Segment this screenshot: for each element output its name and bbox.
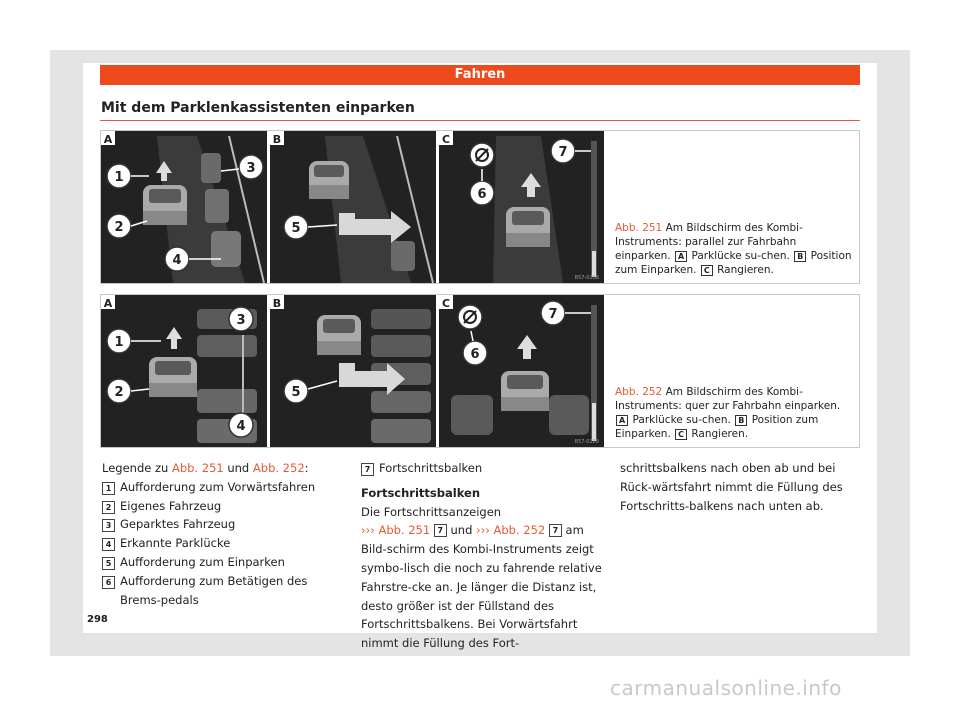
legend-text: Aufforderung zum Einparken bbox=[120, 554, 285, 569]
title-divider bbox=[100, 120, 860, 121]
caption-ref: Abb. 251 bbox=[615, 222, 663, 234]
ref-number: 7 bbox=[549, 524, 562, 537]
legend-number: 7 bbox=[361, 463, 374, 476]
svg-text:1: 1 bbox=[114, 335, 124, 350]
caption-text: Am Bildschirm des Kombi-Instruments: parallel zur Fahrbahn einparken. bbox=[615, 222, 803, 262]
svg-text:4: 4 bbox=[172, 253, 182, 268]
caption-key-b: B bbox=[735, 415, 747, 426]
section-heading: Fortschrittsbalken bbox=[361, 485, 481, 500]
legend-text: Fortschrittsbalken bbox=[379, 461, 483, 475]
legend-item bbox=[102, 515, 334, 534]
svg-text:4: 4 bbox=[236, 419, 246, 434]
section-body bbox=[361, 503, 609, 653]
figure-252 bbox=[100, 294, 860, 448]
legend-item bbox=[102, 553, 334, 572]
legend-item bbox=[361, 459, 609, 478]
panel-label-b: B bbox=[272, 133, 282, 146]
panel-a bbox=[101, 295, 267, 447]
legend-number: 1 bbox=[102, 482, 115, 495]
legend-item bbox=[102, 572, 334, 610]
legend-number: 3 bbox=[102, 519, 115, 532]
svg-text:3: 3 bbox=[246, 161, 256, 176]
ref-number: 7 bbox=[434, 524, 447, 537]
panel-c bbox=[439, 295, 604, 447]
progress-bar-column bbox=[361, 459, 609, 653]
caption-text-c: Rangieren. bbox=[691, 428, 749, 440]
section-header-bar: Fahren bbox=[100, 65, 860, 85]
panel-label-a: A bbox=[103, 133, 113, 146]
legend-ref-252[interactable]: Abb. 252 bbox=[252, 461, 305, 475]
svg-text:5: 5 bbox=[291, 221, 301, 236]
legend-number: 4 bbox=[102, 538, 115, 551]
legend-text: Aufforderung zum Vorwärtsfahren bbox=[120, 479, 316, 494]
body-text-continued: schrittsbalkens nach oben ab und bei Rück-wärtsfahrt nimmt die Füllung des Fortschritts-balkens nach unten ab. bbox=[620, 461, 843, 513]
brake-pedal-icon bbox=[458, 305, 482, 329]
legend-number: 5 bbox=[102, 557, 115, 570]
figure-code: B57-0288 bbox=[574, 275, 599, 281]
caption-ref: Abb. 252 bbox=[615, 386, 663, 398]
caption-text-a: Parklücke su-chen. bbox=[632, 414, 731, 426]
svg-text:2: 2 bbox=[114, 220, 124, 235]
ref-link-252[interactable]: ››› Abb. 252 bbox=[476, 523, 546, 538]
legend-text: Aufforderung zum Betätigen des Brems-pedals bbox=[120, 573, 308, 607]
caption-text-b: Position zum Einparken. bbox=[615, 250, 852, 276]
page-number: 298 bbox=[87, 614, 108, 625]
page-title: Mit dem Parklenkassistenten einparken bbox=[101, 100, 415, 116]
svg-text:7: 7 bbox=[548, 307, 558, 322]
caption-key-a: A bbox=[675, 251, 687, 262]
caption-key-c: C bbox=[701, 265, 713, 276]
panel-label-b: B bbox=[272, 297, 282, 310]
figure-251-illustration bbox=[101, 131, 604, 283]
svg-text:5: 5 bbox=[291, 385, 301, 400]
legend-intro-and: und bbox=[227, 461, 250, 475]
svg-text:7: 7 bbox=[558, 145, 568, 160]
legend-item bbox=[102, 478, 334, 497]
caption-key-b: B bbox=[794, 251, 806, 262]
legend-intro-colon: : bbox=[304, 461, 309, 475]
svg-text:1: 1 bbox=[114, 170, 124, 185]
panel-label-c: C bbox=[441, 297, 451, 310]
svg-text:2: 2 bbox=[114, 385, 124, 400]
legend-text: Erkannte Parklücke bbox=[120, 536, 231, 551]
body-text-start: Die Fortschrittsanzeigen bbox=[361, 504, 502, 519]
legend-item bbox=[102, 497, 334, 516]
figure-caption bbox=[615, 221, 855, 277]
figure-252-illustration bbox=[101, 295, 604, 447]
callout-4 bbox=[229, 413, 253, 437]
brake-pedal-icon bbox=[470, 143, 494, 167]
legend-number: 6 bbox=[102, 576, 115, 589]
panel-a bbox=[101, 131, 267, 283]
figure-code: B57-0289 bbox=[574, 439, 599, 445]
ref-link-251[interactable]: ››› Abb. 251 bbox=[361, 523, 431, 538]
legend-intro bbox=[102, 459, 334, 478]
panel-label-a: A bbox=[103, 297, 113, 310]
svg-text:3: 3 bbox=[236, 313, 246, 328]
body-text-main: am Bild-schirm des Kombi-Instruments zeigt symbo-lisch die noch zu fahrende relative Fahrstre-cke an. Je länger die Distanz ist, desto größer ist der Füllstand des Fortschrittsbalkens. Bei Vorwärtsfahrt nimmt die Füllung des Fort- bbox=[361, 523, 602, 651]
panel-b bbox=[270, 131, 436, 283]
callout-3 bbox=[229, 307, 253, 331]
panel-c bbox=[439, 131, 604, 283]
legend-column bbox=[102, 459, 334, 609]
legend-ref-251[interactable]: Abb. 251 bbox=[171, 461, 224, 475]
legend-intro-text: Legende zu bbox=[102, 461, 169, 475]
panel-b bbox=[270, 295, 436, 447]
legend-text: Geparktes Fahrzeug bbox=[120, 517, 236, 532]
svg-text:6: 6 bbox=[477, 187, 487, 202]
legend-text: Eigenes Fahrzeug bbox=[120, 498, 222, 513]
continuation-column bbox=[620, 459, 860, 515]
caption-text-a: Parklücke su-chen. bbox=[691, 250, 790, 262]
watermark: carmanualsonline.info bbox=[610, 676, 842, 700]
panel-label-c: C bbox=[441, 133, 451, 146]
figure-251 bbox=[100, 130, 860, 284]
caption-text-b: Position zum Einparken. bbox=[615, 414, 819, 440]
caption-key-c: C bbox=[675, 429, 687, 440]
legend-number: 2 bbox=[102, 501, 115, 514]
figure-caption bbox=[615, 385, 855, 441]
caption-text-c: Rangieren. bbox=[717, 264, 774, 276]
legend-item bbox=[102, 534, 334, 553]
caption-text: Am Bildschirm des Kombi-Instruments: quer zur Fahrbahn einparken. bbox=[615, 386, 841, 412]
caption-key-a: A bbox=[616, 415, 628, 426]
svg-text:6: 6 bbox=[470, 347, 480, 362]
body-text-and: und bbox=[450, 523, 473, 538]
